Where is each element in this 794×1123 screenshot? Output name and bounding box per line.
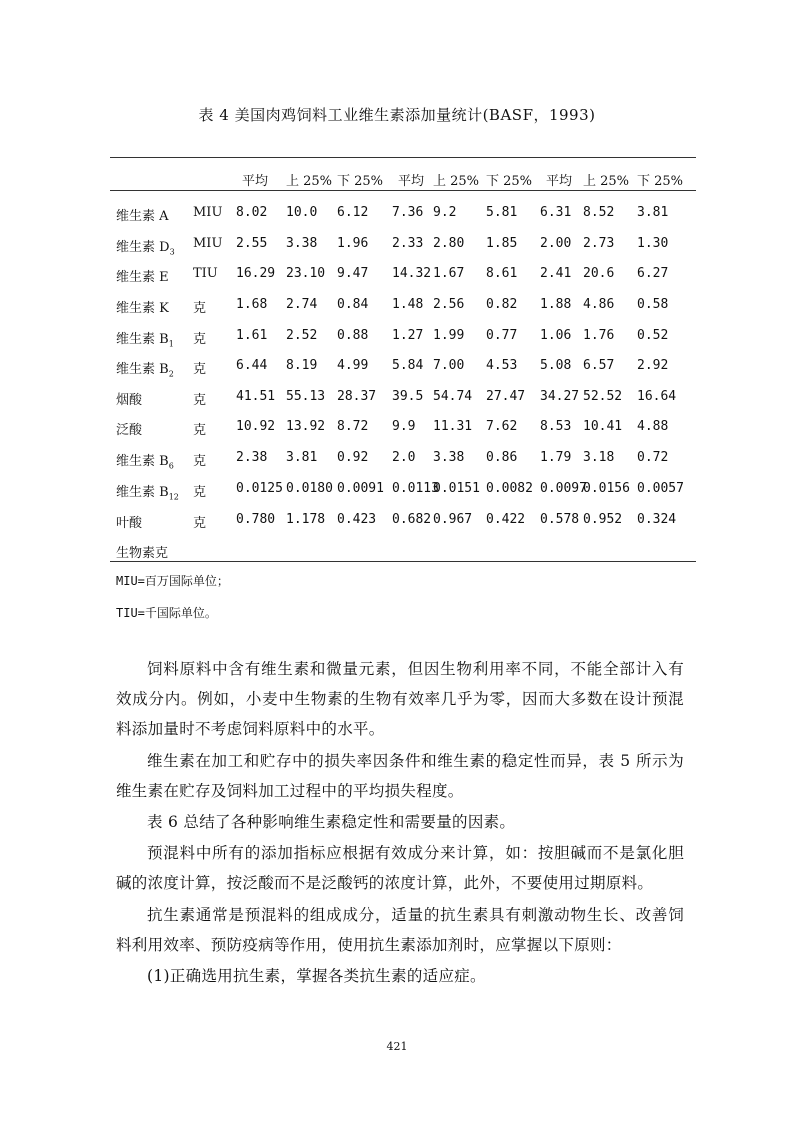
table-row: [0, 205, 794, 225]
table-cell: 1.06: [540, 328, 572, 343]
table-cell: 27.47: [486, 389, 526, 404]
row-label: [116, 266, 169, 285]
table-cell: 4.99: [337, 358, 369, 373]
row-label-text: 维生素 K: [116, 301, 169, 316]
row-label: [116, 481, 179, 502]
row-label-subscript: 3: [169, 247, 175, 257]
table-cell: 1.96: [337, 236, 369, 251]
table-cell: 3.18: [583, 450, 615, 465]
table-cell: 34.27: [540, 389, 580, 404]
table-cell: 0.0057: [637, 481, 684, 496]
row-unit: 克: [193, 393, 207, 408]
table-cell: 0.77: [486, 328, 518, 343]
table-cell: 41.51: [236, 389, 276, 404]
table-cell: 16.64: [637, 389, 677, 404]
table-cell: 23.10: [286, 266, 326, 281]
table-cell: 2.80: [433, 236, 465, 251]
table-cell: 1.27: [392, 328, 424, 343]
row-label: [116, 542, 168, 561]
table-cell: 0.0180: [286, 481, 333, 496]
table-cell: 0.682: [392, 512, 432, 527]
row-label-subscript: 12: [168, 492, 179, 502]
table-note: TIU=千国际单位。: [116, 606, 217, 620]
table-cell: 39.5: [392, 389, 424, 404]
paragraph: 饲料原料中含有维生素和微量元素，但因生物利用率不同，不能全部计入有效成分内。例如，小麦中生物素的生物有效率几乎为零，因而大多数在设计预混料添加量时不考虑饲料原料中的水平。: [116, 660, 684, 738]
table-cell: 6.31: [540, 205, 572, 220]
row-unit: MIU: [193, 236, 223, 251]
table-row: [0, 512, 794, 532]
table-row: [0, 297, 794, 317]
table-cell: 0.58: [637, 297, 669, 312]
column-header: 平均: [398, 174, 425, 189]
table-cell: 11.31: [433, 419, 473, 434]
table-cell: 16.29: [236, 266, 276, 281]
row-label: [116, 236, 175, 257]
table-cell: 5.08: [540, 358, 572, 373]
row-unit: 克: [193, 301, 207, 316]
page-title: 表 4 美国肉鸡饲料工业维生素添加量统计(BASF，1993): [198, 106, 596, 124]
row-label-text: 维生素 B: [116, 362, 169, 377]
table-cell: 0.0097: [540, 481, 587, 496]
row-unit: 克: [193, 362, 207, 377]
table-header-rule: [110, 190, 696, 191]
row-unit: 克: [193, 423, 207, 438]
row-unit: 克: [193, 516, 207, 531]
row-unit: 克: [193, 454, 207, 469]
table-cell: 2.56: [433, 297, 465, 312]
table-cell: 55.13: [286, 389, 326, 404]
table-cell: 8.72: [337, 419, 369, 434]
table-cell: 2.0: [392, 450, 416, 465]
table-cell: 9.2: [433, 205, 457, 220]
row-label-text: 维生素 D: [116, 240, 170, 255]
table-cell: 2.33: [392, 236, 424, 251]
paragraph: 表 6 总结了各种影响维生素稳定性和需要量的因素。: [147, 813, 516, 831]
paragraph: 预混料中所有的添加指标应根据有效成分来计算，如：按胆碱而不是氯化胆碱的浓度计算，按泛酸而不是泛酸钙的浓度计算，此外，不要使用过期原料。: [116, 844, 684, 892]
row-label-text: 维生素 B: [116, 454, 169, 469]
table-cell: 8.52: [583, 205, 615, 220]
table-cell: 0.72: [637, 450, 669, 465]
column-header: 平均: [546, 174, 573, 189]
page-number: 421: [386, 1040, 408, 1053]
table-cell: 1.68: [236, 297, 268, 312]
table-cell: 2.38: [236, 450, 268, 465]
row-label-text: 维生素 A: [116, 209, 169, 224]
row-label-subscript: 6: [168, 461, 174, 471]
paragraph: 维生素在加工和贮存中的损失率因条件和维生素的稳定性而异，表 5 所示为维生素在贮存及饲料加工过程中的平均损失程度。: [116, 752, 684, 800]
table-row: [0, 236, 794, 256]
table-cell: 14.32: [392, 266, 432, 281]
table-cell: 5.81: [486, 205, 518, 220]
table-cell: 20.6: [583, 266, 615, 281]
table-cell: 8.19: [286, 358, 318, 373]
table-cell: 0.324: [637, 512, 677, 527]
table-cell: 0.0113: [392, 481, 439, 496]
row-label-text: 维生素 B: [116, 332, 169, 347]
table-cell: 3.38: [286, 236, 318, 251]
table-row: [0, 358, 794, 378]
table-row: [0, 542, 794, 562]
table-cell: 6.44: [236, 358, 268, 373]
table-cell: 5.84: [392, 358, 424, 373]
row-label: [116, 419, 142, 438]
table-row: [0, 481, 794, 501]
table-cell: 1.88: [540, 297, 572, 312]
paragraph: 抗生素通常是预混料的组成成分，适量的抗生素具有刺激动物生长、改善饲料利用效率、预防疫病等作用，使用抗生素添加剂时，应掌握以下原则：: [116, 906, 684, 954]
table-cell: 13.92: [286, 419, 326, 434]
table-cell: 3.38: [433, 450, 465, 465]
column-header: 上 25%: [433, 174, 480, 189]
row-label-text: 生物素克: [116, 546, 169, 561]
table-cell: 0.422: [486, 512, 526, 527]
table-cell: 2.41: [540, 266, 572, 281]
table-cell: 2.00: [540, 236, 572, 251]
row-label: [116, 389, 142, 408]
table-cell: 0.82: [486, 297, 518, 312]
table-cell: 6.12: [337, 205, 369, 220]
column-header: 上 25%: [286, 174, 333, 189]
table-cell: 2.92: [637, 358, 669, 373]
column-header: 下 25%: [486, 174, 533, 189]
table-cell: 10.0: [286, 205, 318, 220]
table-note: MIU=百万国际单位；: [116, 574, 229, 588]
table-row: [0, 328, 794, 348]
row-label: [116, 358, 174, 379]
table-cell: 0.423: [337, 512, 377, 527]
row-label-text: 泛酸: [116, 423, 143, 438]
table-cell: 2.52: [286, 328, 318, 343]
row-unit: MIU: [193, 205, 223, 220]
row-unit: TIU: [193, 266, 218, 281]
table-row: [0, 450, 794, 470]
row-label-subscript: 1: [168, 339, 174, 349]
table-cell: 0.52: [637, 328, 669, 343]
table-cell: 1.85: [486, 236, 518, 251]
table-cell: 9.9: [392, 419, 416, 434]
table-cell: 0.86: [486, 450, 518, 465]
row-unit: 克: [193, 485, 207, 500]
row-label: [116, 450, 174, 471]
table-top-rule: [110, 157, 696, 158]
table-cell: 8.61: [486, 266, 518, 281]
table-cell: 3.81: [286, 450, 318, 465]
row-label: [116, 297, 169, 316]
table-cell: 1.178: [286, 512, 326, 527]
table-cell: 0.0156: [583, 481, 630, 496]
row-unit: 克: [193, 332, 207, 347]
table-cell: 1.76: [583, 328, 615, 343]
table-cell: 10.92: [236, 419, 276, 434]
table-cell: 0.92: [337, 450, 369, 465]
row-label: [116, 205, 169, 224]
row-label: [116, 512, 142, 531]
table-cell: 0.88: [337, 328, 369, 343]
table-cell: 52.52: [583, 389, 623, 404]
table-cell: 54.74: [433, 389, 473, 404]
column-header: 上 25%: [583, 174, 630, 189]
row-label-text: 烟酸: [116, 393, 143, 408]
table-cell: 7.36: [392, 205, 424, 220]
table-cell: 7.00: [433, 358, 465, 373]
table-cell: 2.74: [286, 297, 318, 312]
table-cell: 0.0091: [337, 481, 384, 496]
table-cell: 1.48: [392, 297, 424, 312]
column-header: 下 25%: [637, 174, 684, 189]
row-label-text: 维生素 E: [116, 270, 169, 285]
column-header: 平均: [242, 174, 269, 189]
table-cell: 0.0082: [486, 481, 533, 496]
column-header: 下 25%: [337, 174, 384, 189]
table-cell: 8.53: [540, 419, 572, 434]
table-row: [0, 389, 794, 409]
row-label-subscript: 2: [168, 369, 174, 379]
table-cell: 4.88: [637, 419, 669, 434]
row-label-text: 维生素 B: [116, 485, 169, 500]
table-row: [0, 419, 794, 439]
table-cell: 0.84: [337, 297, 369, 312]
table-cell: 1.67: [433, 266, 465, 281]
table-cell: 9.47: [337, 266, 369, 281]
table-cell: 1.99: [433, 328, 465, 343]
table-cell: 0.578: [540, 512, 580, 527]
table-cell: 0.780: [236, 512, 276, 527]
table-cell: 3.81: [637, 205, 669, 220]
row-label: [116, 328, 174, 349]
table-cell: 1.30: [637, 236, 669, 251]
row-label-text: 叶酸: [116, 516, 143, 531]
paragraph: (1)正确选用抗生素，掌握各类抗生素的适应症。: [147, 967, 486, 985]
table-cell: 0.952: [583, 512, 623, 527]
table-cell: 0.0125: [236, 481, 283, 496]
table-cell: 4.53: [486, 358, 518, 373]
table-cell: 8.02: [236, 205, 268, 220]
table-row: [0, 266, 794, 286]
table-cell: 4.86: [583, 297, 615, 312]
table-cell: 1.61: [236, 328, 268, 343]
table-cell: 6.27: [637, 266, 669, 281]
table-cell: 1.79: [540, 450, 572, 465]
table-cell: 10.41: [583, 419, 623, 434]
table-cell: 0.967: [433, 512, 473, 527]
table-cell: 0.0151: [433, 481, 480, 496]
table-cell: 2.73: [583, 236, 615, 251]
table-cell: 6.57: [583, 358, 615, 373]
table-cell: 2.55: [236, 236, 268, 251]
table-cell: 28.37: [337, 389, 377, 404]
table-cell: 7.62: [486, 419, 518, 434]
